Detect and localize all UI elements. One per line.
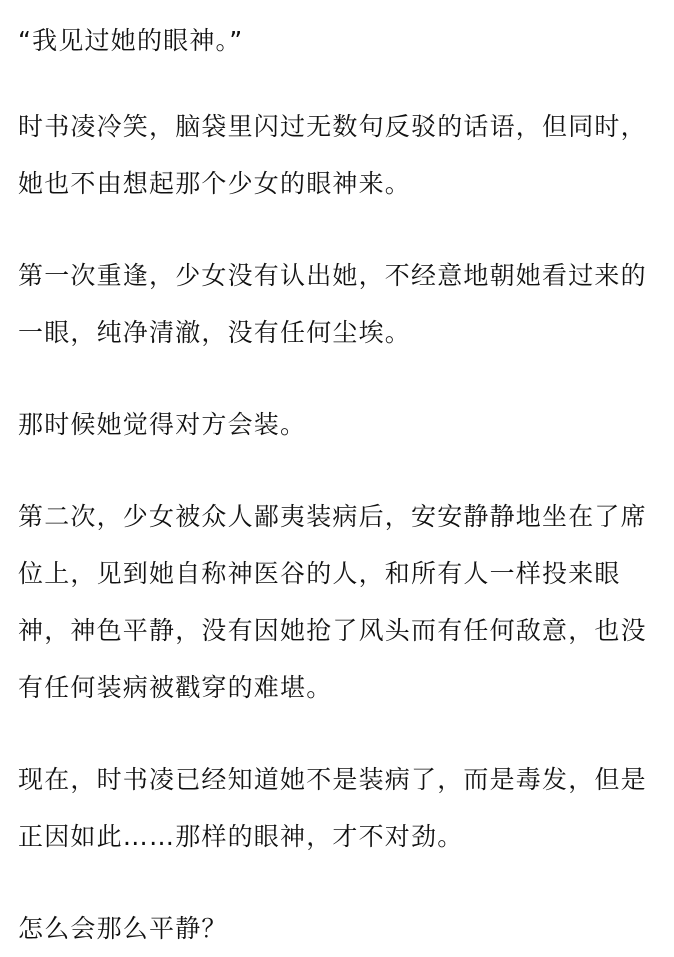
paragraph-shishuling-sneer: 时书凌冷笑，脑袋里闪过无数句反驳的话语，但同时，她也不由想起那个少女的眼神来。	[18, 112, 647, 198]
paragraph-question: 怎么会那么平静？	[18, 914, 228, 943]
paragraph-thought-pretending: 那时候她觉得对方会装。	[18, 410, 307, 439]
paragraph-first-meeting: 第一次重逢，少女没有认出她，不经意地朝她看过来的一眼，纯净清澈，没有任何尘埃。	[18, 261, 647, 347]
paragraph-now-poisoned: 现在，时书凌已经知道她不是装病了，而是毒发，但是正因如此……那样的眼神，才不对劲。	[18, 765, 647, 851]
paragraph-quote: “我见过她的眼神。”	[18, 26, 244, 55]
paragraph-second-meeting: 第二次，少女被众人鄙夷装病后，安安静静地坐在了席位上，见到她自称神医谷的人，和所有人一样投来眼神，神色平静，没有因她抢了风头而有任何敌意，也没有任何装病被戳穿的难堪。	[18, 502, 647, 702]
